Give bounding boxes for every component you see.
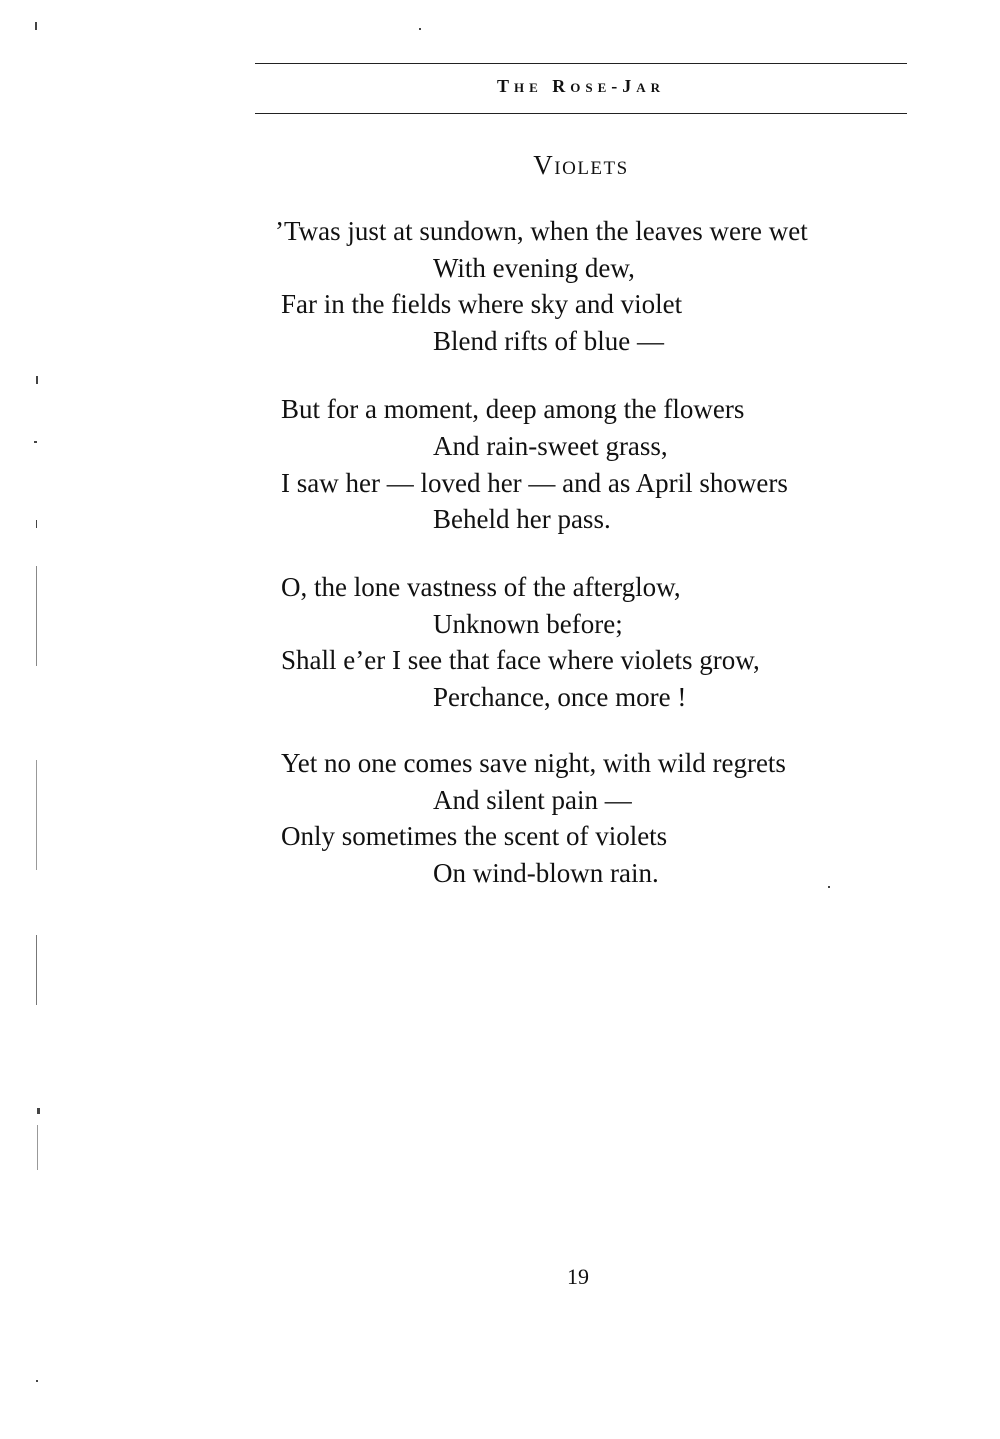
poem-line: Perchance, once more ! bbox=[433, 682, 687, 712]
poem-line: Beheld her pass. bbox=[433, 504, 611, 534]
poem-line: And silent pain — bbox=[433, 785, 632, 815]
page-number: 19 bbox=[567, 1264, 589, 1289]
poem-line: And rain-sweet grass, bbox=[433, 431, 668, 461]
poem-title: Violets bbox=[533, 150, 629, 180]
scan-speck bbox=[35, 22, 37, 30]
poem-line: O, the lone vastness of the afterglow, bbox=[281, 572, 681, 602]
scan-speck bbox=[36, 1380, 38, 1382]
poem-line: But for a moment, deep among the flowers bbox=[281, 394, 745, 424]
poem-line: Yet no one comes save night, with wild regrets bbox=[281, 748, 786, 778]
scan-speck bbox=[37, 1125, 38, 1170]
scan-speck bbox=[34, 441, 37, 443]
poem-line: Only sometimes the scent of violets bbox=[281, 821, 668, 851]
poem-line: Blend rifts of blue — bbox=[433, 326, 664, 356]
poem-line: With evening dew, bbox=[433, 253, 635, 283]
scan-speck bbox=[36, 760, 37, 870]
running-head: The Rose-Jar bbox=[496, 76, 666, 96]
poem-line: ’Twas just at sundown, when the leaves were wet bbox=[275, 216, 808, 246]
scan-speck bbox=[36, 935, 37, 1005]
scan-speck bbox=[828, 886, 830, 888]
scan-speck bbox=[36, 520, 37, 528]
header-rule-bottom bbox=[255, 113, 907, 114]
scan-speck bbox=[37, 1108, 40, 1114]
poem-line: Far in the fields where sky and violet bbox=[281, 289, 683, 319]
scan-speck bbox=[36, 376, 38, 384]
header-rule-top bbox=[255, 63, 907, 64]
poem-line: Shall e’er I see that face where violets grow, bbox=[281, 645, 760, 675]
scan-speck bbox=[36, 566, 37, 666]
poem-line: I saw her — loved her — and as April showers bbox=[281, 468, 788, 498]
scan-speck bbox=[419, 28, 421, 30]
poem-line: Unknown before; bbox=[433, 609, 623, 639]
poem-line: On wind-blown rain. bbox=[433, 858, 659, 888]
